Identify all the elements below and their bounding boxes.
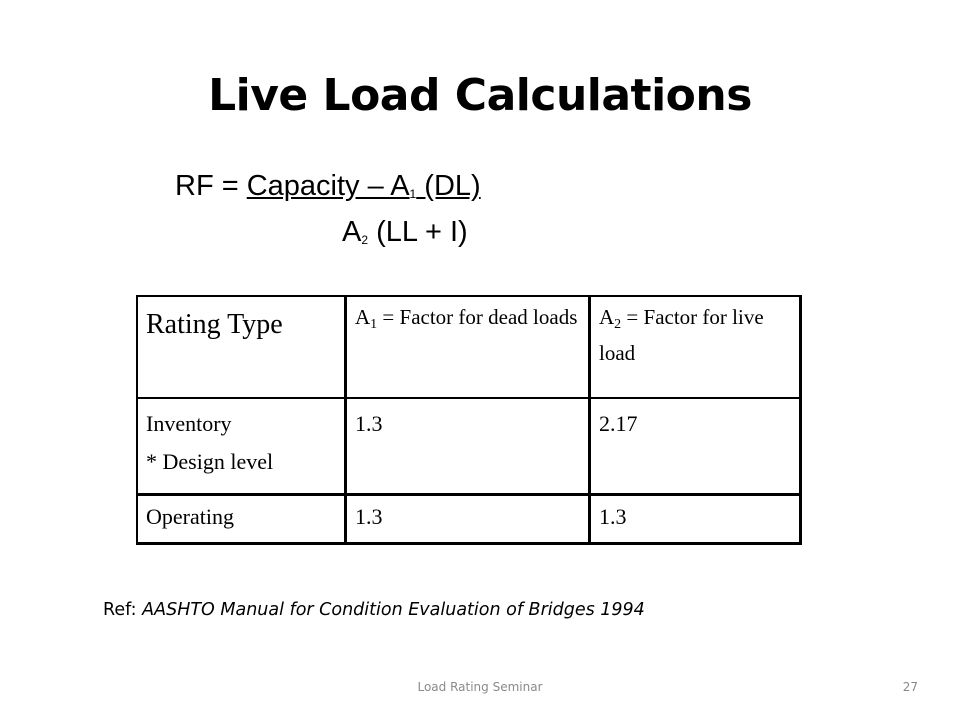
header-a1 [346, 296, 590, 398]
row-a1-value: 1.3 [346, 495, 590, 544]
row-a2-value: 1.3 [590, 495, 801, 544]
row-type-line1: Inventory [146, 411, 232, 436]
page-number: 27 [902, 680, 918, 694]
formula-lhs: RF = [175, 170, 247, 202]
header-a2-subscript: 2 [614, 317, 622, 332]
formula-denominator-subscript: 2 [361, 233, 369, 247]
row-a1-value: 1.3 [346, 398, 590, 495]
table-header-row [137, 296, 801, 398]
formula-numerator [247, 170, 481, 202]
rating-factor-table [136, 295, 802, 545]
row-a2-value: 2.17 [590, 398, 801, 495]
row-type-line2: * Design level [146, 449, 274, 474]
header-a2 [590, 296, 801, 398]
row-rating-type [137, 398, 346, 495]
table-row [137, 495, 801, 544]
reference-title: AASHTO Manual for Condition Evaluation of Bridges 1994 [142, 600, 645, 620]
row-rating-type: Operating [137, 495, 346, 544]
reference-prefix: Ref: [103, 600, 143, 620]
header-a1-subscript: 1 [370, 317, 378, 332]
table-row [137, 398, 801, 495]
formula-numerator-line [175, 170, 481, 203]
reference-line [103, 600, 645, 620]
formula-numerator-post: (DL) [416, 170, 481, 202]
footer-text: Load Rating Seminar [417, 680, 543, 694]
formula-denominator-post: (LL + I) [368, 216, 468, 248]
formula-numerator-pre: Capacity – A [246, 170, 410, 202]
header-a1-post: = Factor for dead loads [377, 305, 578, 329]
header-a1-pre: A [355, 305, 371, 329]
header-a2-pre: A [599, 305, 615, 329]
formula-denominator-pre: A [342, 216, 362, 248]
header-a2-post: = Factor for live load [599, 305, 764, 365]
formula-numerator-subscript: 1 [409, 187, 417, 201]
slide-title: Live Load Calculations [208, 70, 752, 121]
header-rating-type: Rating Type [137, 296, 346, 398]
formula-denominator [342, 216, 468, 249]
